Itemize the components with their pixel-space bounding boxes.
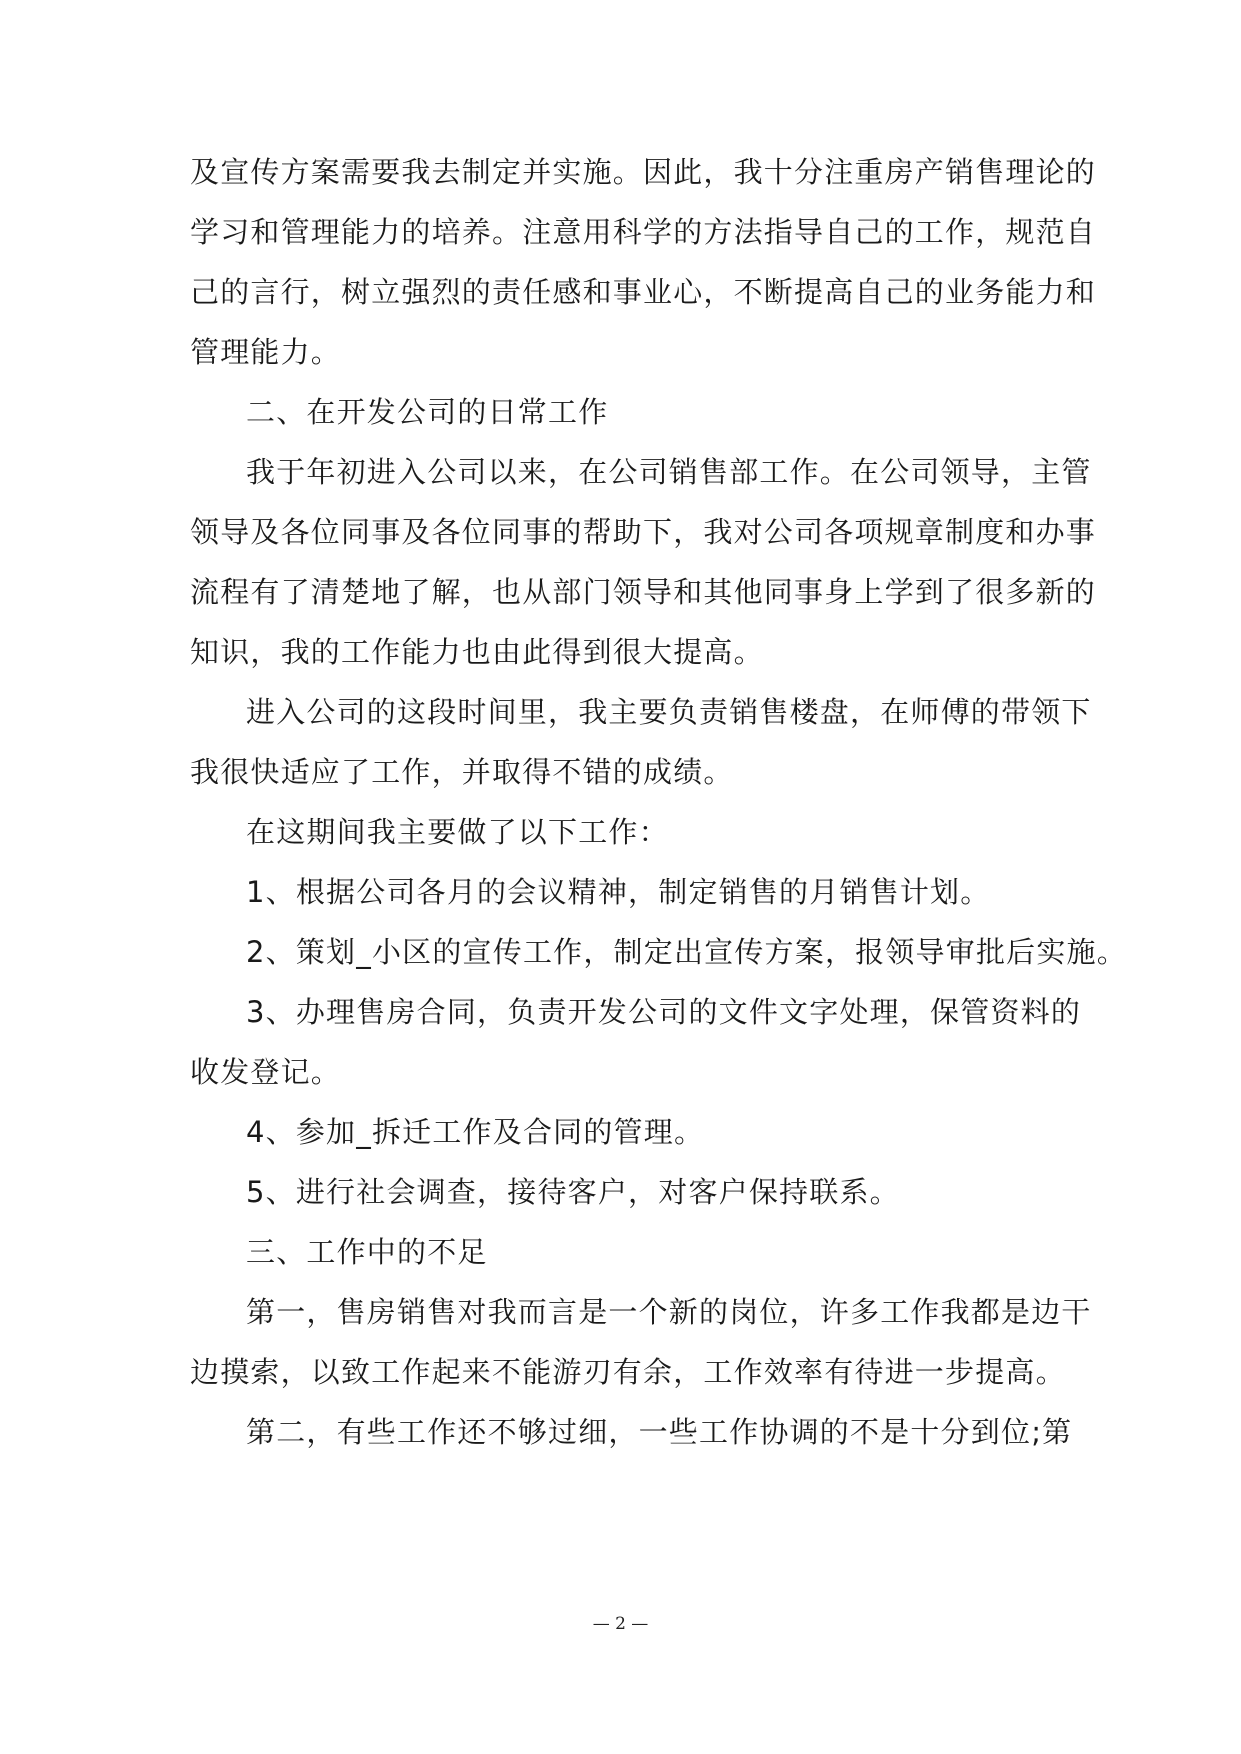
text-line: 我于年初进入公司以来，在公司销售部工作。在公司领导，主管 bbox=[246, 455, 1092, 489]
text-line: 知识，我的工作能力也由此得到很大提高。 bbox=[190, 635, 764, 669]
list-item: 1、根据公司各月的会议精神，制定销售的月销售计划。 bbox=[246, 875, 991, 909]
text-line: 我很快适应了工作，并取得不错的成绩。 bbox=[190, 755, 734, 789]
text-line: 领导及各位同事及各位同事的帮助下，我对公司各项规章制度和办事 bbox=[190, 515, 1097, 549]
text-line: 流程有了清楚地了解，也从部门领导和其他同事身上学到了很多新的 bbox=[190, 575, 1097, 609]
text-line: 及宣传方案需要我去制定并实施。因此，我十分注重房产销售理论的 bbox=[190, 155, 1097, 189]
list-item: 2、策划_小区的宣传工作，制定出宣传方案，报领导审批后实施。 bbox=[246, 935, 1127, 969]
section-heading: 二、在开发公司的日常工作 bbox=[246, 395, 609, 429]
text-line: 边摸索，以致工作起来不能游刃有余，工作效率有待进一步提高。 bbox=[190, 1355, 1066, 1389]
text-line: 第一，售房销售对我而言是一个新的岗位，许多工作我都是边干 bbox=[246, 1295, 1092, 1329]
list-item: 5、进行社会调查，接待客户，对客户保持联系。 bbox=[246, 1175, 900, 1209]
page-number: — 2 — bbox=[592, 1614, 649, 1634]
text-line: 己的言行，树立强烈的责任感和事业心，不断提高自己的业务能力和 bbox=[190, 275, 1097, 309]
text-line: 在这期间我主要做了以下工作： bbox=[246, 815, 669, 849]
text-line: 收发登记。 bbox=[190, 1055, 342, 1089]
text-line: 第二，有些工作还不够过细，一些工作协调的不是十分到位;第 bbox=[246, 1415, 1073, 1449]
text-line: 进入公司的这段时间里，我主要负责销售楼盘，在师傅的带领下 bbox=[246, 695, 1092, 729]
list-item: 3、办理售房合同，负责开发公司的文件文字处理，保管资料的 bbox=[246, 995, 1082, 1029]
text-line: 学习和管理能力的培养。注意用科学的方法指导自己的工作，规范自 bbox=[190, 215, 1097, 249]
text-line: 管理能力。 bbox=[190, 335, 342, 369]
section-heading: 三、工作中的不足 bbox=[246, 1235, 488, 1269]
list-item: 4、参加_拆迁工作及合同的管理。 bbox=[246, 1115, 705, 1149]
